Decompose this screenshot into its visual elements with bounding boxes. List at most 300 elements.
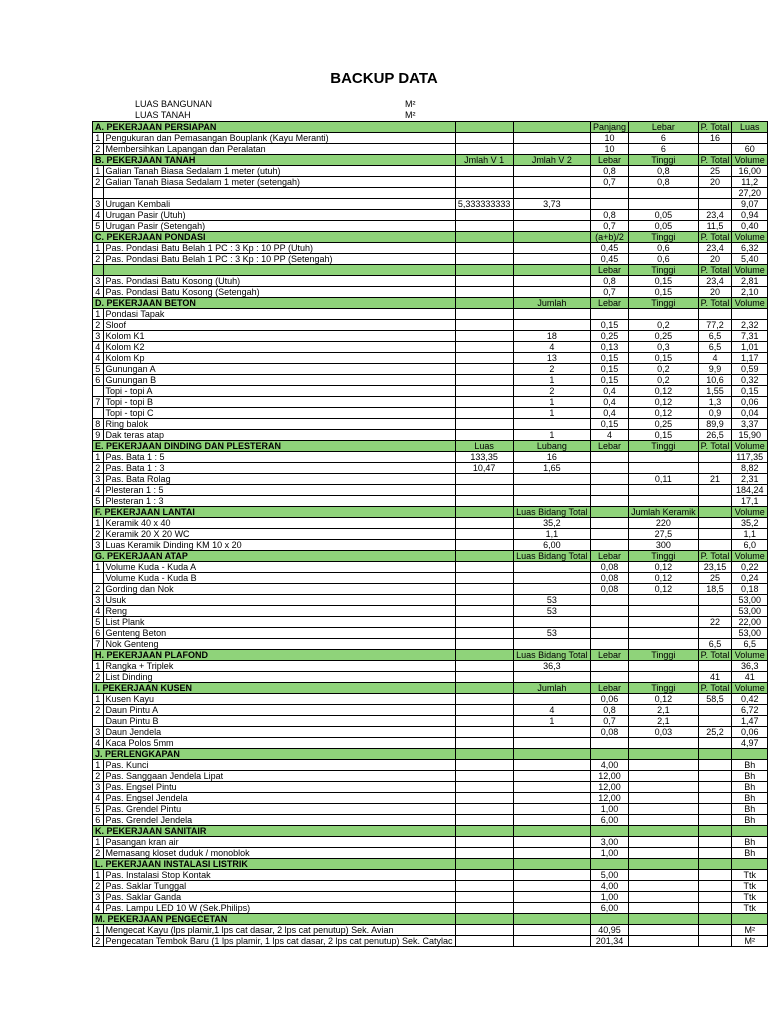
table-row <box>93 716 768 727</box>
table-cell <box>513 309 590 320</box>
section-header-row <box>93 749 768 760</box>
section-column-header <box>732 914 768 925</box>
item-description: Kaca Polos 5mm <box>103 738 455 749</box>
table-cell: 0,8 <box>591 166 629 177</box>
table-cell: Bh <box>732 760 768 771</box>
table-row <box>93 463 768 474</box>
table-cell: 1,17 <box>732 353 768 364</box>
section-column-header <box>455 859 513 870</box>
item-description: Kolom K1 <box>103 331 455 342</box>
table-cell: 0,15 <box>732 386 768 397</box>
table-cell <box>455 870 513 881</box>
table-cell <box>455 606 513 617</box>
table-cell: 0,12 <box>629 562 699 573</box>
luas-bangunan-label: LUAS BANGUNAN <box>135 99 213 109</box>
table-cell <box>513 276 590 287</box>
table-row <box>93 309 768 320</box>
table-cell: Bh <box>732 782 768 793</box>
table-row <box>93 243 768 254</box>
table-cell <box>455 144 513 155</box>
row-number: 1 <box>93 925 104 936</box>
table-cell: 2,1 <box>629 716 699 727</box>
table-cell: 8,82 <box>732 463 768 474</box>
section-column-header: P. Total <box>698 298 732 309</box>
section-column-header <box>591 859 629 870</box>
table-cell: 2,31 <box>732 474 768 485</box>
table-cell <box>698 199 732 210</box>
table-row <box>93 188 768 199</box>
table-cell: 11,5 <box>698 221 732 232</box>
table-cell: 117,35 <box>732 452 768 463</box>
table-cell: 15,90 <box>732 430 768 441</box>
table-cell <box>513 925 590 936</box>
section-column-header: Tinggi <box>629 155 699 166</box>
table-cell: 0,2 <box>629 375 699 386</box>
table-row <box>93 738 768 749</box>
table-cell: 12,00 <box>591 782 629 793</box>
table-cell <box>629 892 699 903</box>
table-cell <box>591 188 629 199</box>
table-cell <box>455 529 513 540</box>
section-column-header: P. Total <box>698 551 732 562</box>
table-row <box>93 925 768 936</box>
table-row <box>93 287 768 298</box>
table-cell: 11,2 <box>732 177 768 188</box>
table-cell <box>591 628 629 639</box>
table-cell <box>629 617 699 628</box>
row-number: 1 <box>93 661 104 672</box>
table-cell: 0,32 <box>732 375 768 386</box>
table-row <box>93 331 768 342</box>
row-number: 4 <box>93 738 104 749</box>
row-number: 4 <box>93 353 104 364</box>
table-cell: 10 <box>591 144 629 155</box>
section-title: E. PEKERJAAN DINDING DAN PLESTERAN <box>93 441 456 452</box>
item-description <box>103 265 455 276</box>
table-row <box>93 276 768 287</box>
section-title: J. PERLENGKAPAN <box>93 749 456 760</box>
table-cell <box>513 584 590 595</box>
section-column-header <box>732 749 768 760</box>
item-description: Topi - topi B <box>103 397 455 408</box>
item-description: Pas. Bata 1 : 3 <box>103 463 455 474</box>
table-cell <box>455 562 513 573</box>
table-cell <box>455 342 513 353</box>
table-row <box>93 672 768 683</box>
table-cell <box>513 848 590 859</box>
table-row <box>93 639 768 650</box>
section-column-header <box>455 914 513 925</box>
item-description: Membersihkan Lapangan dan Peralatan <box>103 144 455 155</box>
table-cell <box>513 166 590 177</box>
table-cell <box>629 309 699 320</box>
item-description: Kolom Kp <box>103 353 455 364</box>
item-description <box>103 188 455 199</box>
row-number: 4 <box>93 485 104 496</box>
table-cell: 0,7 <box>591 716 629 727</box>
table-cell <box>629 881 699 892</box>
table-cell: 0,12 <box>629 408 699 419</box>
table-cell <box>698 452 732 463</box>
table-cell: 0,08 <box>591 727 629 738</box>
section-column-header <box>455 232 513 243</box>
table-cell: 0,12 <box>629 694 699 705</box>
table-cell <box>513 639 590 650</box>
table-cell <box>591 474 629 485</box>
table-cell <box>455 386 513 397</box>
table-cell <box>455 848 513 859</box>
table-row <box>93 496 768 507</box>
section-column-header: Lubang <box>513 441 590 452</box>
section-column-header: Luas Bidang Total <box>513 507 590 518</box>
table-cell <box>455 595 513 606</box>
table-cell: 0,2 <box>629 320 699 331</box>
section-column-header <box>629 749 699 760</box>
table-cell: 0,08 <box>591 573 629 584</box>
table-cell <box>513 485 590 496</box>
section-column-header <box>455 507 513 518</box>
item-description: Pas. Grendel Pintu <box>103 804 455 815</box>
section-column-header <box>455 650 513 661</box>
table-cell <box>629 639 699 650</box>
section-column-header <box>629 826 699 837</box>
table-cell <box>455 903 513 914</box>
table-row <box>93 595 768 606</box>
table-cell: 89,9 <box>698 419 732 430</box>
table-cell: 27,5 <box>629 529 699 540</box>
table-cell: 220 <box>629 518 699 529</box>
table-cell: 0,4 <box>591 386 629 397</box>
table-cell <box>698 837 732 848</box>
table-cell <box>629 188 699 199</box>
table-cell <box>698 595 732 606</box>
table-cell <box>732 133 768 144</box>
table-cell: 0,15 <box>629 430 699 441</box>
table-cell: 16,00 <box>732 166 768 177</box>
row-number <box>93 188 104 199</box>
table-row <box>93 408 768 419</box>
item-description: Pas. Pondasi Batu Belah 1 PC : 3 Kp : 10 PP (Setengah) <box>103 254 455 265</box>
row-number: 3 <box>93 727 104 738</box>
table-row <box>93 133 768 144</box>
table-cell: 0,3 <box>629 342 699 353</box>
table-cell <box>513 804 590 815</box>
item-description: Keramik 40 x 40 <box>103 518 455 529</box>
table-cell <box>591 661 629 672</box>
table-cell: 6,00 <box>513 540 590 551</box>
table-cell: 4 <box>513 342 590 353</box>
table-cell: 1 <box>513 375 590 386</box>
table-cell <box>698 925 732 936</box>
section-column-header: Volume <box>732 232 768 243</box>
section-header-row <box>93 683 768 694</box>
section-column-header <box>698 507 732 518</box>
table-cell <box>698 782 732 793</box>
table-cell: Tinggi <box>629 265 699 276</box>
table-cell <box>455 881 513 892</box>
table-row <box>93 364 768 375</box>
table-cell <box>698 793 732 804</box>
section-title: K. PEKERJAAN SANITAIR <box>93 826 456 837</box>
section-column-header <box>698 859 732 870</box>
table-cell: 1,00 <box>591 848 629 859</box>
table-cell: Ttk <box>732 870 768 881</box>
item-description: List Plank <box>103 617 455 628</box>
row-number: 3 <box>93 892 104 903</box>
table-row <box>93 661 768 672</box>
table-cell: 0,94 <box>732 210 768 221</box>
row-number: 1 <box>93 452 104 463</box>
table-cell: 4,00 <box>591 881 629 892</box>
table-cell <box>698 760 732 771</box>
table-cell: 41 <box>732 672 768 683</box>
section-column-header <box>455 683 513 694</box>
section-title: F. PEKERJAAN LANTAI <box>93 507 456 518</box>
table-cell <box>513 320 590 331</box>
table-cell: 20 <box>698 254 732 265</box>
section-column-header <box>513 749 590 760</box>
table-cell: 0,25 <box>629 331 699 342</box>
item-description: Keramik 20 X 20 WC <box>103 529 455 540</box>
table-cell: 6 <box>629 144 699 155</box>
table-cell <box>455 320 513 331</box>
table-cell <box>629 199 699 210</box>
table-cell <box>455 474 513 485</box>
table-cell <box>591 617 629 628</box>
table-cell: 1,47 <box>732 716 768 727</box>
item-description: Gunungan A <box>103 364 455 375</box>
row-number: 3 <box>93 199 104 210</box>
table-cell: 20 <box>698 177 732 188</box>
table-row <box>93 793 768 804</box>
row-number: 3 <box>93 782 104 793</box>
table-cell: 36,3 <box>732 661 768 672</box>
item-description: List Dinding <box>103 672 455 683</box>
row-number <box>93 408 104 419</box>
section-column-header <box>591 507 629 518</box>
table-cell: 6,00 <box>591 815 629 826</box>
table-row <box>93 485 768 496</box>
table-cell <box>455 364 513 375</box>
table-cell: 53 <box>513 595 590 606</box>
section-title: C. PEKERJAAN PONDASI <box>93 232 456 243</box>
table-cell: 1,1 <box>732 529 768 540</box>
row-number <box>93 386 104 397</box>
row-number: 1 <box>93 837 104 848</box>
table-cell <box>629 595 699 606</box>
table-cell <box>455 936 513 947</box>
section-title: L. PEKERJAAN INSTALASI LISTRIK <box>93 859 456 870</box>
row-number: 5 <box>93 617 104 628</box>
table-cell: 5,333333333 <box>455 199 513 210</box>
item-description: Ring balok <box>103 419 455 430</box>
table-cell: 0,59 <box>732 364 768 375</box>
item-description: Sloof <box>103 320 455 331</box>
table-cell <box>455 265 513 276</box>
table-cell: 0,24 <box>732 573 768 584</box>
table-cell: 6,72 <box>732 705 768 716</box>
table-cell <box>629 738 699 749</box>
table-cell <box>513 496 590 507</box>
table-cell: 0,15 <box>629 353 699 364</box>
table-cell <box>591 529 629 540</box>
section-header-row <box>93 650 768 661</box>
table-row <box>93 617 768 628</box>
table-cell <box>513 760 590 771</box>
table-cell: 18,5 <box>698 584 732 595</box>
table-cell <box>629 760 699 771</box>
table-cell <box>513 254 590 265</box>
section-title: D. PEKERJAAN BETON <box>93 298 456 309</box>
table-cell: 22 <box>698 617 732 628</box>
table-row <box>93 892 768 903</box>
item-description: Topi - topi A <box>103 386 455 397</box>
table-cell: 20 <box>698 287 732 298</box>
row-number: 2 <box>93 771 104 782</box>
table-cell: 0,12 <box>629 573 699 584</box>
table-cell <box>629 485 699 496</box>
table-cell: 0,9 <box>698 408 732 419</box>
table-cell: 9,9 <box>698 364 732 375</box>
row-number <box>93 716 104 727</box>
section-column-header: P. Total <box>698 232 732 243</box>
section-column-header <box>732 826 768 837</box>
table-cell: 0,06 <box>732 397 768 408</box>
row-number: 6 <box>93 375 104 386</box>
item-description: Pasangan kran air <box>103 837 455 848</box>
table-row <box>93 210 768 221</box>
table-cell: 0,7 <box>591 287 629 298</box>
table-cell <box>513 474 590 485</box>
table-cell: 16 <box>513 452 590 463</box>
section-column-header: Lebar <box>591 441 629 452</box>
table-cell: P. Total <box>698 265 732 276</box>
table-cell <box>698 705 732 716</box>
section-header-row <box>93 507 768 518</box>
table-cell: 2,81 <box>732 276 768 287</box>
row-number: 3 <box>93 331 104 342</box>
table-cell: 17,1 <box>732 496 768 507</box>
table-cell <box>629 661 699 672</box>
item-description: Nok Genteng <box>103 639 455 650</box>
table-cell: 0,22 <box>732 562 768 573</box>
table-cell <box>455 738 513 749</box>
section-header-row <box>93 298 768 309</box>
table-cell: 23,15 <box>698 562 732 573</box>
section-column-header: Jmlah V 1 <box>455 155 513 166</box>
table-cell: Bh <box>732 848 768 859</box>
table-cell <box>629 815 699 826</box>
item-description: Pas. Engsel Pintu <box>103 782 455 793</box>
table-cell: 0,15 <box>629 276 699 287</box>
table-row <box>93 529 768 540</box>
table-cell <box>698 309 732 320</box>
table-cell <box>591 309 629 320</box>
table-cell <box>698 903 732 914</box>
table-cell <box>513 903 590 914</box>
table-cell: 1,00 <box>591 804 629 815</box>
section-column-header: Volume <box>732 441 768 452</box>
item-description: Pas. Lampu LED 10 W (Sek.Philips) <box>103 903 455 914</box>
table-cell: 58,5 <box>698 694 732 705</box>
table-cell <box>455 771 513 782</box>
section-column-header <box>629 859 699 870</box>
table-cell <box>455 837 513 848</box>
table-cell <box>455 727 513 738</box>
table-cell: 0,2 <box>629 364 699 375</box>
table-cell: Bh <box>732 793 768 804</box>
item-description: Pas. Pondasi Batu Belah 1 PC : 3 Kp : 10 PP (Utuh) <box>103 243 455 254</box>
item-description: Pondasi Tapak <box>103 309 455 320</box>
section-header-row <box>93 122 768 133</box>
row-number: 4 <box>93 793 104 804</box>
table-cell <box>698 496 732 507</box>
section-header-row <box>93 826 768 837</box>
table-cell <box>455 210 513 221</box>
table-cell: 0,15 <box>591 364 629 375</box>
table-cell <box>732 309 768 320</box>
table-cell: Ttk <box>732 881 768 892</box>
section-column-header: P. Total <box>698 155 732 166</box>
section-column-header <box>455 749 513 760</box>
table-cell <box>698 716 732 727</box>
item-description: Pas. Bata 1 : 5 <box>103 452 455 463</box>
table-row <box>93 848 768 859</box>
table-cell: 41 <box>698 672 732 683</box>
table-row <box>93 353 768 364</box>
table-cell <box>455 353 513 364</box>
table-row <box>93 881 768 892</box>
item-description: Pas. Pondasi Batu Kosong (Setengah) <box>103 287 455 298</box>
table-cell: 6,00 <box>591 903 629 914</box>
table-cell <box>455 331 513 342</box>
section-column-header: Jmlah V 2 <box>513 155 590 166</box>
table-cell <box>591 595 629 606</box>
table-cell: 201,34 <box>591 936 629 947</box>
table-cell: 18 <box>513 331 590 342</box>
section-column-header: Volume <box>732 507 768 518</box>
section-column-header: Panjang <box>591 122 629 133</box>
table-cell: 0,05 <box>629 210 699 221</box>
table-cell: 5,00 <box>591 870 629 881</box>
section-column-header <box>513 826 590 837</box>
table-cell <box>629 606 699 617</box>
table-cell: 0,8 <box>591 705 629 716</box>
table-cell <box>455 584 513 595</box>
section-column-header: Luas <box>732 122 768 133</box>
table-row <box>93 540 768 551</box>
row-number: 9 <box>93 430 104 441</box>
table-cell <box>455 694 513 705</box>
table-cell <box>698 529 732 540</box>
table-cell: 25,2 <box>698 727 732 738</box>
table-cell <box>698 661 732 672</box>
table-cell <box>455 804 513 815</box>
table-cell <box>698 628 732 639</box>
table-cell: 0,13 <box>591 342 629 353</box>
table-cell: 23,4 <box>698 276 732 287</box>
table-cell: 16 <box>698 133 732 144</box>
table-cell: 36,3 <box>513 661 590 672</box>
row-number: 7 <box>93 397 104 408</box>
section-column-header: Tinggi <box>629 232 699 243</box>
table-cell: 4,00 <box>591 760 629 771</box>
item-description: Pas. Grendel Jendela <box>103 815 455 826</box>
table-cell: 7,31 <box>732 331 768 342</box>
section-column-header: (a+b)/2 <box>591 232 629 243</box>
table-cell <box>513 177 590 188</box>
table-row <box>93 342 768 353</box>
